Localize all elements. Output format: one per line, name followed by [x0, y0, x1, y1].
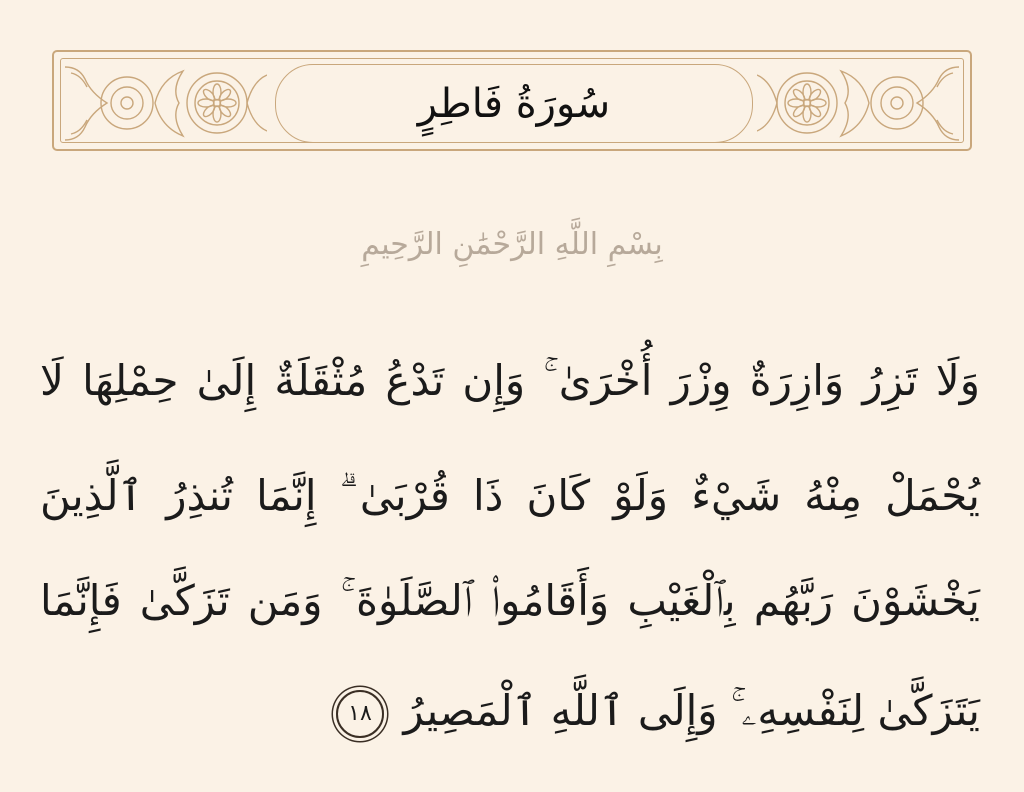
verse-line: يَخْشَوْنَ رَبَّهُم بِٱلْغَيْبِ وَأَقَامُوا۟ ٱلصَّلَوٰةَ ۚ وَمَن تَزَكَّىٰ فَإِنَّمَا [40, 576, 980, 625]
surah-header-inner-border [60, 58, 964, 143]
ayah-number-marker: ١٨ [336, 690, 384, 738]
verse-line-last [40, 675, 980, 747]
left-ornament-icon [61, 59, 267, 148]
surah-title-panel [275, 64, 753, 143]
basmala: بِسْمِ اللَّهِ الرَّحْمَٰنِ الرَّحِيمِ [361, 226, 663, 262]
verse-line: يُحْمَلْ مِنْهُ شَيْءٌ وَلَوْ كَانَ ذَا قُرْبَىٰ ۗ إِنَّمَا تُنذِرُ ٱلَّذِينَ [40, 471, 980, 520]
surah-header-frame [52, 50, 972, 151]
surah-title: سُورَةُ فَاطِرٍ [417, 80, 611, 127]
verse-line-text: يَتَزَكَّىٰ لِنَفْسِهِۦ ۚ وَإِلَى ٱللَّهِ ٱلْمَصِيرُ [403, 686, 980, 735]
right-ornament-icon [757, 59, 963, 148]
verse-line: وَلَا تَزِرُ وَازِرَةٌ وِزْرَ أُخْرَىٰ ۚ وَإِن تَدْعُ مُثْقَلَةٌ إِلَىٰ حِمْلِهَا لَا [40, 356, 980, 405]
